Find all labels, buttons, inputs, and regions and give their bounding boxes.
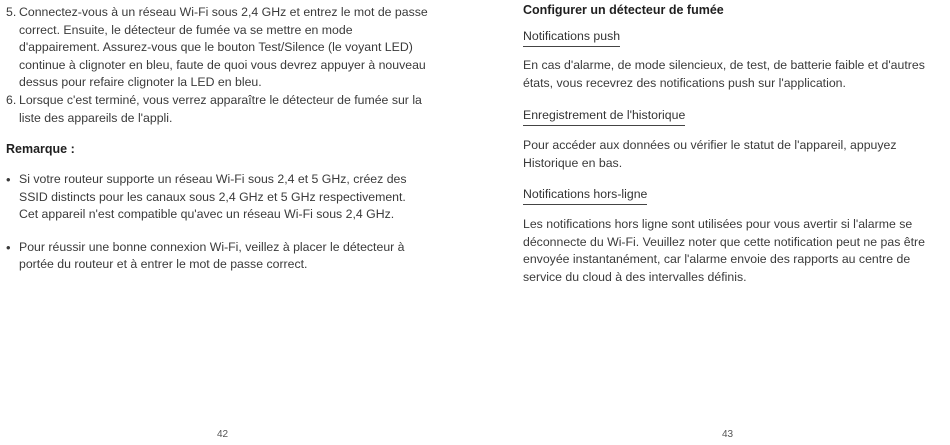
remark-item [6, 239, 426, 274]
history-log-text: Pour accéder aux données ou vérifier le statut de l'appareil, appuyez Historique en bas. [523, 138, 897, 170]
step-item [6, 4, 436, 92]
page-title: Configurer un détecteur de fumée [523, 3, 724, 17]
setup-steps [6, 4, 436, 127]
step-text: Lorsque c'est terminé, vous verrez apparaître le détecteur de fumée sur la liste des appareils de l'appli. [19, 92, 422, 125]
step-text: Connectez-vous à un réseau Wi-Fi sous 2,4 GHz et entrez le mot de passe correct. Ensuite, le détecteur de fumée va se mettre en mode d'appairement. Assurez-vous que le bouton Test/Silence (le voyant LED) continue à clignoter en bleu, faute de quoi vous devrez appuyer à nouveau dessus pour refaire clignoter la LED en bleu. [19, 5, 428, 90]
offline-notifications-text: Les notifications hors ligne sont utilisées pour vous avertir si l'alarme se déconnecte du Wi-Fi. Veuillez noter que cette notification peut ne pas être envoyée instantanément, car l'alarme envoie des rapports au centre de service du cloud à des intervalles définis. [523, 217, 925, 284]
remark-item [6, 171, 426, 224]
right-page [475, 0, 950, 445]
step-number: 5. [6, 5, 17, 19]
remark-list [6, 171, 426, 274]
remark-heading: Remarque : [6, 142, 75, 156]
bullet-icon: • [6, 239, 11, 255]
page-number: 43 [722, 429, 734, 440]
remark-text: Si votre routeur supporte un réseau Wi-Fi sous 2,4 et 5 GHz, créez des SSID distincts pour les canaux sous 2,4 GHz et 5 GHz respectivement. Cet appareil n'est compatible qu'avec un réseau Wi-Fi sous 2,4 GHz. [19, 172, 407, 222]
step-number: 6. [6, 92, 17, 107]
bullet-icon: • [6, 172, 11, 187]
remark-text: Pour réussir une bonne connexion Wi-Fi, veillez à placer le détecteur à portée du routeur et à entrer le mot de passe correct. [19, 239, 405, 272]
step-item [6, 92, 436, 127]
push-notifications-text: En cas d'alarme, de mode silencieux, de test, de batterie faible et d'autres états, vous recevrez des notifications push sur l'application. [523, 58, 925, 90]
subheading-history-log: Enregistrement de l'historique [523, 107, 685, 126]
page-number: 42 [217, 429, 229, 440]
subheading-push-notifications: Notifications push [523, 28, 620, 47]
subheading-offline-notifications: Notifications hors-ligne [523, 186, 647, 205]
